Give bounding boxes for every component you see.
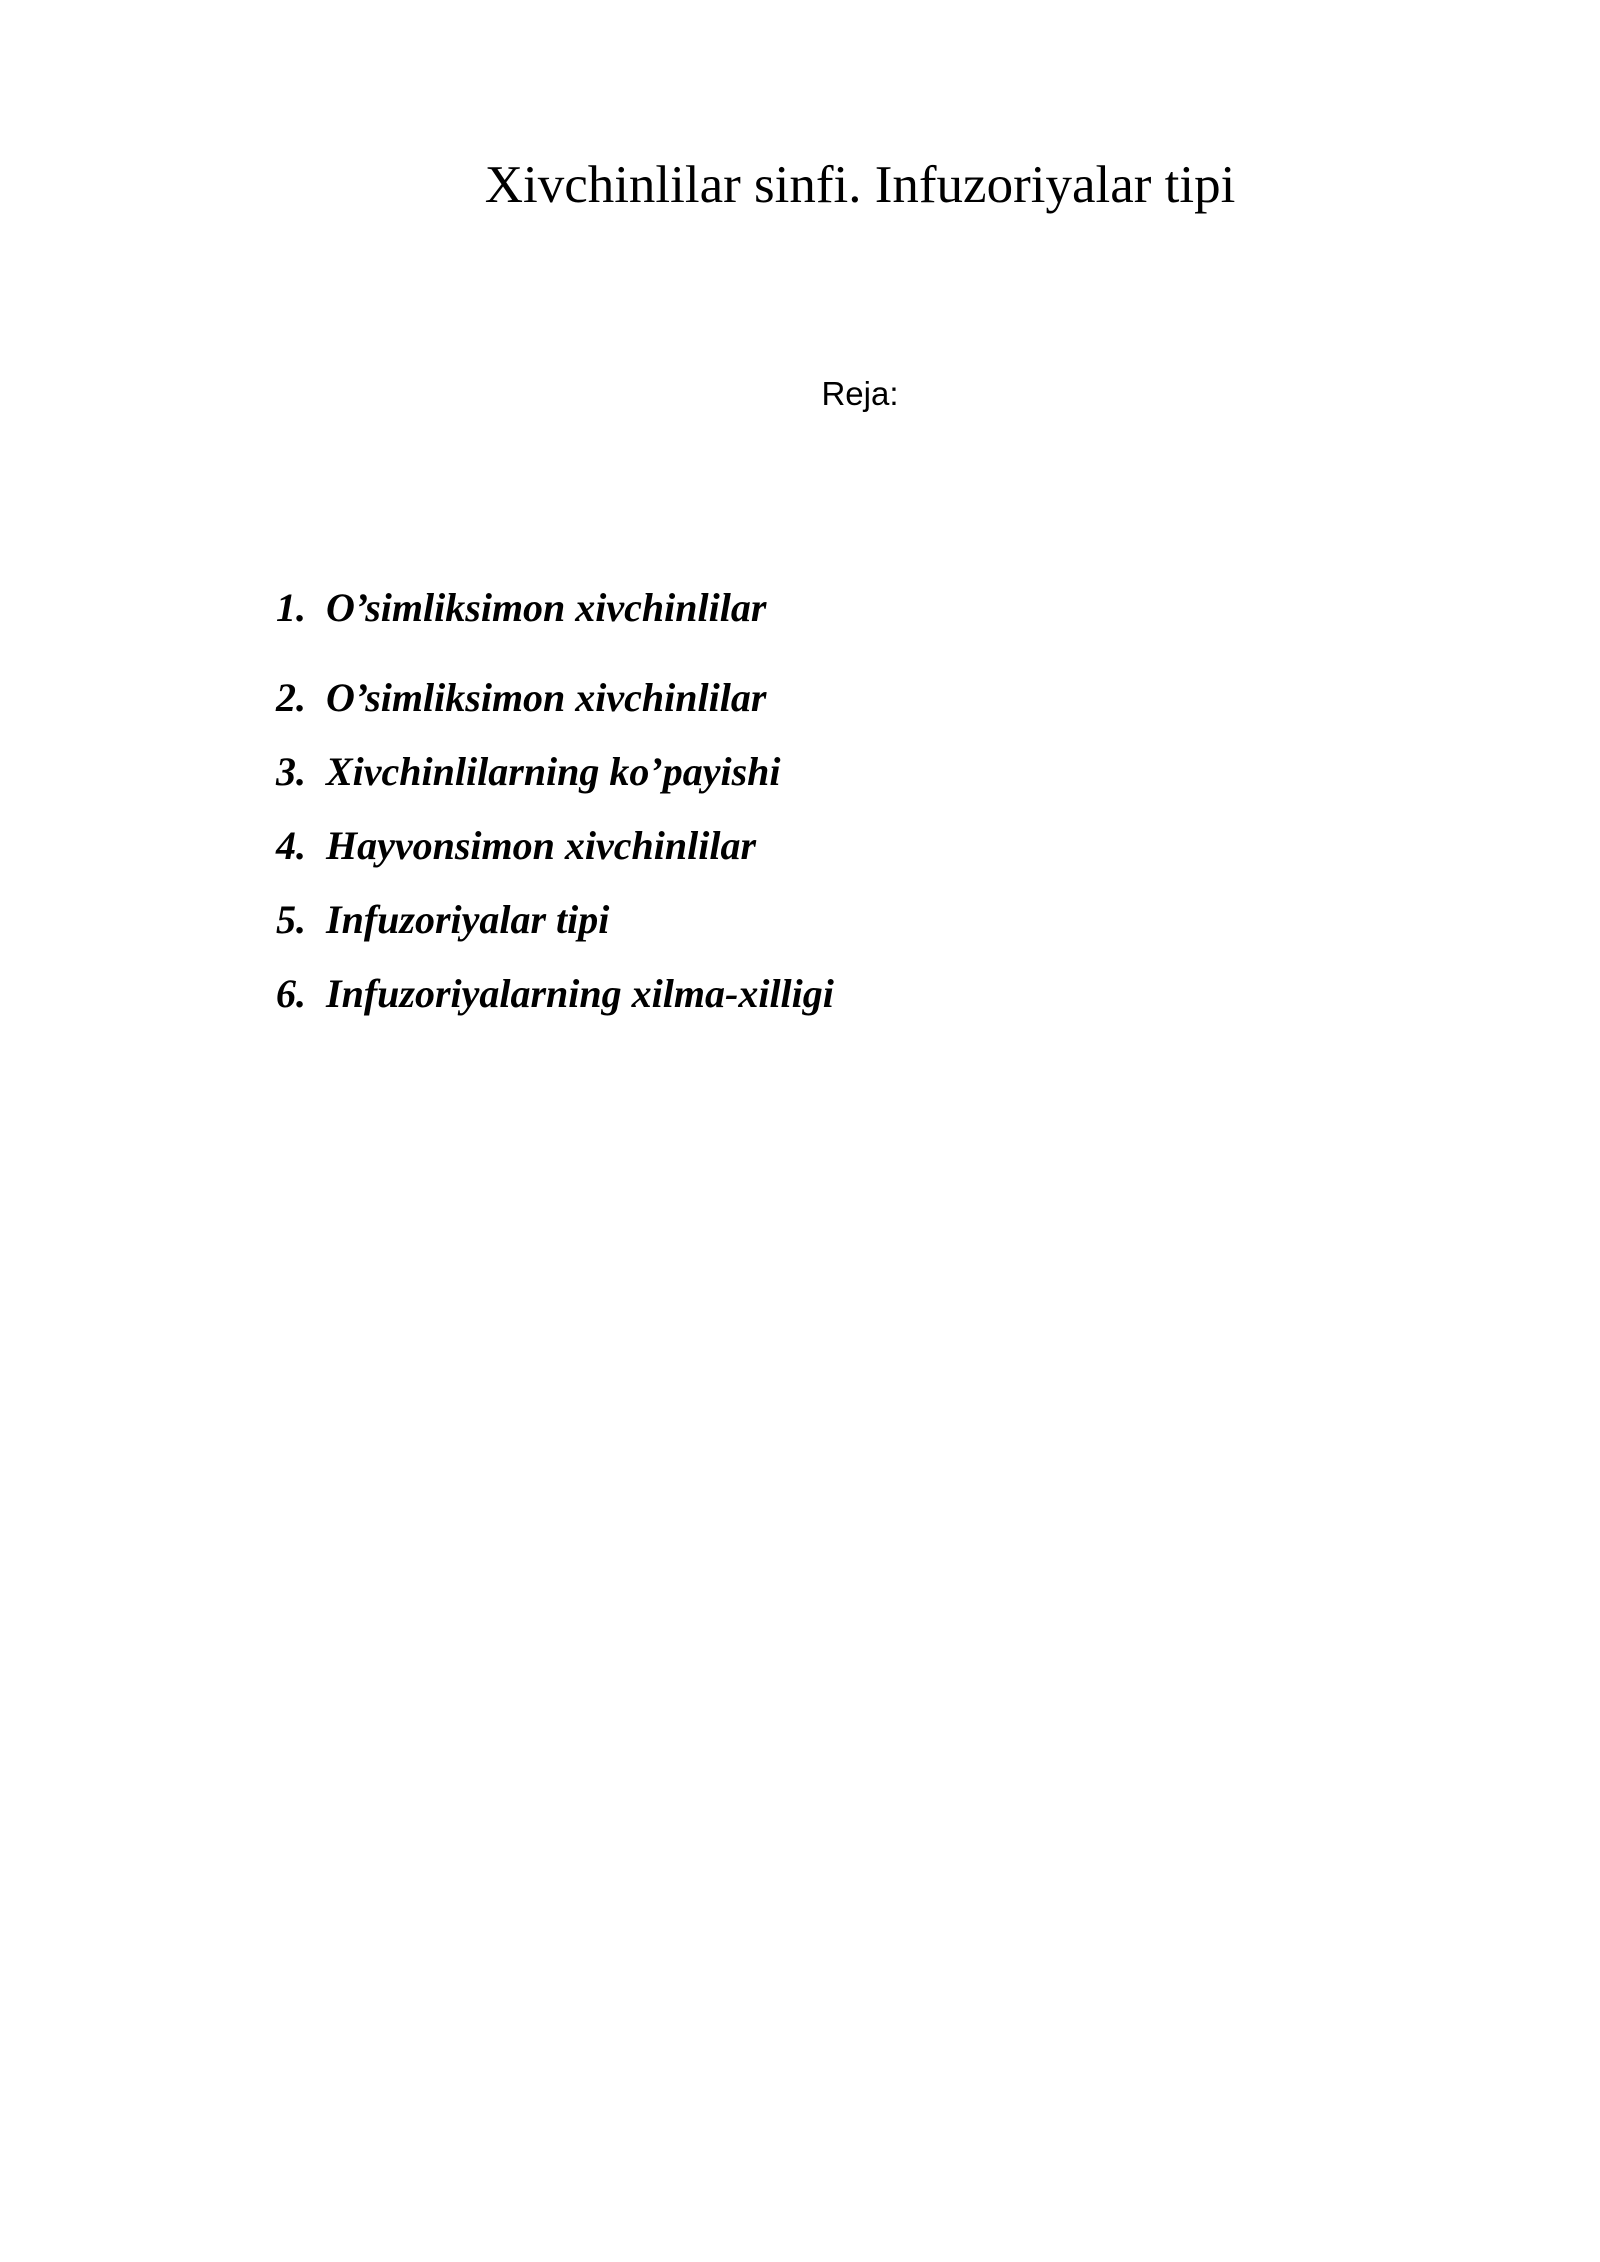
plan-item-number: 3.	[276, 749, 306, 794]
plan-item-text: O’simliksimon xivchinlilar	[326, 585, 767, 630]
plan-item-number: 4.	[276, 823, 306, 868]
plan-item-number: 5.	[276, 897, 306, 942]
plan-item-3	[276, 746, 781, 798]
plan-item-text: Infuzoriyalarning xilma-xilligi	[326, 971, 834, 1016]
plan-item-1	[276, 582, 766, 634]
plan-item-text: O’simliksimon xivchinlilar	[326, 675, 767, 720]
plan-item-6	[276, 968, 834, 1020]
plan-item-number: 1.	[276, 585, 306, 630]
plan-item-4	[276, 820, 756, 872]
plan-item-2	[276, 672, 766, 724]
page-title: Xivchinlilar sinfi. Infuzoriyalar tipi	[484, 156, 1236, 214]
plan-item-number: 6.	[276, 971, 306, 1016]
plan-item-text: Hayvonsimon xivchinlilar	[326, 823, 757, 868]
plan-item-text: Xivchinlilarning ko’payishi	[326, 749, 781, 794]
plan-item-text: Infuzoriyalar tipi	[326, 897, 610, 942]
plan-label: Reja:	[821, 375, 899, 412]
plan-item-5	[276, 894, 609, 946]
plan-item-number: 2.	[276, 675, 306, 720]
